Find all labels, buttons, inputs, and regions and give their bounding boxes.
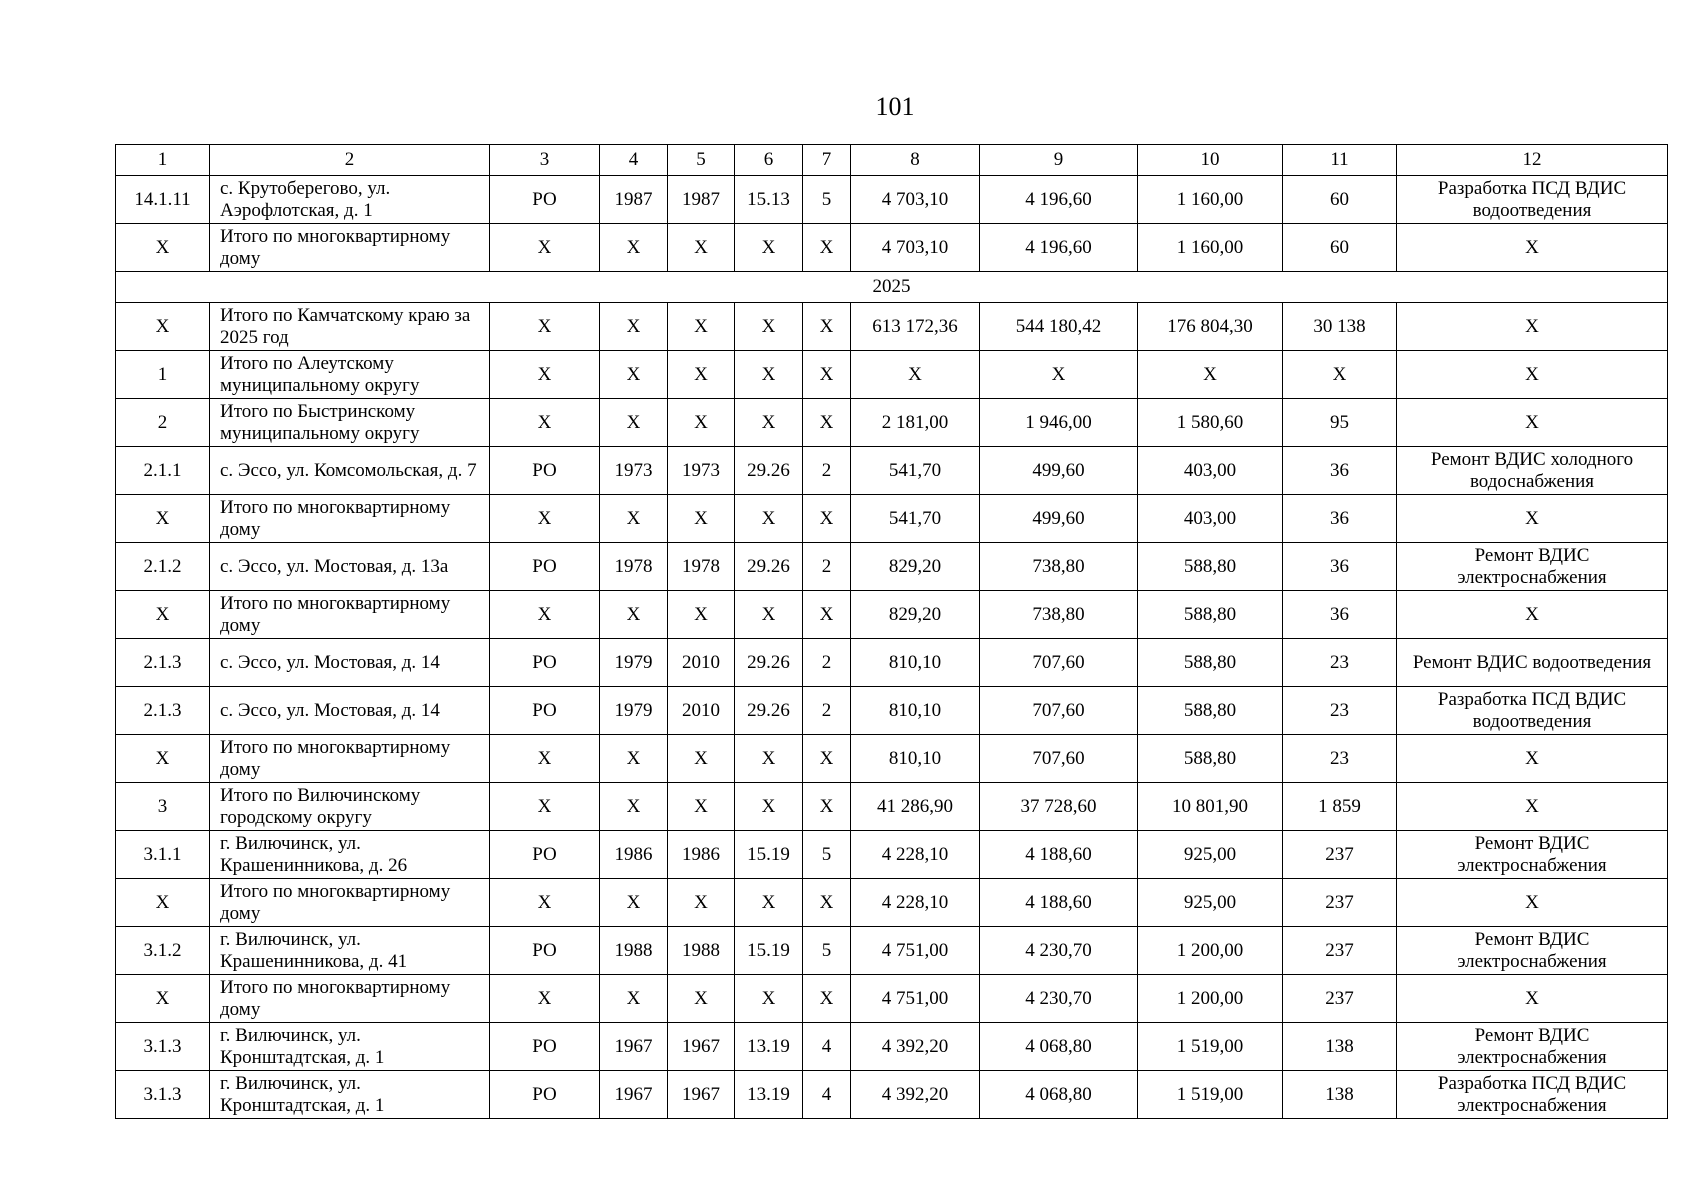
- table-row: [116, 927, 1668, 975]
- column-number: 3: [490, 145, 600, 176]
- table-cell: 4 068,80: [980, 1071, 1138, 1119]
- table-cell: г. Вилючинск, ул. Крашенинникова, д. 41: [210, 927, 490, 975]
- table-cell: Х: [490, 975, 600, 1023]
- table-cell: 588,80: [1138, 735, 1283, 783]
- table-cell: Итого по Вилючинскому городскому округу: [210, 783, 490, 831]
- table-cell: 4 068,80: [980, 1023, 1138, 1071]
- table-row: [116, 176, 1668, 224]
- table-cell: Х: [803, 975, 851, 1023]
- table-cell: 1988: [600, 927, 668, 975]
- table-cell: Х: [1397, 399, 1668, 447]
- table-cell: Х: [803, 224, 851, 272]
- table-cell: 403,00: [1138, 447, 1283, 495]
- column-number: 11: [1283, 145, 1397, 176]
- table-cell: Х: [116, 879, 210, 927]
- table-cell: 2: [803, 447, 851, 495]
- table-cell: 1 519,00: [1138, 1071, 1283, 1119]
- table-cell: 4: [803, 1023, 851, 1071]
- table-cell: 2.1.1: [116, 447, 210, 495]
- table-cell: 1 160,00: [1138, 224, 1283, 272]
- table-cell: 588,80: [1138, 543, 1283, 591]
- table-cell: 1973: [668, 447, 735, 495]
- table-row: [116, 879, 1668, 927]
- table-cell: 4 230,70: [980, 975, 1138, 1023]
- table-cell: 4 703,10: [851, 224, 980, 272]
- table-cell: 1 519,00: [1138, 1023, 1283, 1071]
- table-cell: Х: [980, 351, 1138, 399]
- table-cell: с. Эссо, ул. Комсомольская, д. 7: [210, 447, 490, 495]
- table-cell: Итого по многоквартирному дому: [210, 495, 490, 543]
- table-cell: 176 804,30: [1138, 303, 1283, 351]
- table-cell: 4 392,20: [851, 1023, 980, 1071]
- table-cell: 1: [116, 351, 210, 399]
- table-cell: Ремонт ВДИС электроснабжения: [1397, 927, 1668, 975]
- table-cell: 4 392,20: [851, 1071, 980, 1119]
- table-cell: Х: [1397, 975, 1668, 1023]
- table-cell: РО: [490, 639, 600, 687]
- table-cell: Х: [1397, 879, 1668, 927]
- table-cell: 2: [803, 543, 851, 591]
- table-cell: с. Эссо, ул. Мостовая, д. 13а: [210, 543, 490, 591]
- table-cell: 30 138: [1283, 303, 1397, 351]
- table-cell: РО: [490, 447, 600, 495]
- table-cell: Х: [600, 224, 668, 272]
- table-cell: 544 180,42: [980, 303, 1138, 351]
- table-cell: Х: [600, 495, 668, 543]
- table-cell: Х: [668, 303, 735, 351]
- table-cell: Итого по многоквартирному дому: [210, 975, 490, 1023]
- table-cell: 1978: [668, 543, 735, 591]
- table-cell: 15.19: [735, 927, 803, 975]
- table-cell: Х: [116, 303, 210, 351]
- table-cell: 1987: [668, 176, 735, 224]
- table-cell: Х: [1138, 351, 1283, 399]
- table-cell: Х: [735, 591, 803, 639]
- table-cell: 1987: [600, 176, 668, 224]
- table-cell: 2.1.3: [116, 687, 210, 735]
- table-cell: 4 188,60: [980, 879, 1138, 927]
- table-cell: Х: [1283, 351, 1397, 399]
- table-cell: 1986: [600, 831, 668, 879]
- table-cell: 14.1.11: [116, 176, 210, 224]
- table-cell: 60: [1283, 224, 1397, 272]
- table-cell: Х: [735, 975, 803, 1023]
- table-cell: Х: [803, 879, 851, 927]
- table-cell: 1986: [668, 831, 735, 879]
- table-cell: 29.26: [735, 639, 803, 687]
- table-cell: РО: [490, 1071, 600, 1119]
- table-cell: 3.1.3: [116, 1071, 210, 1119]
- table-cell: 4: [803, 1071, 851, 1119]
- table-cell: 36: [1283, 495, 1397, 543]
- table-cell: 37 728,60: [980, 783, 1138, 831]
- table-cell: 23: [1283, 735, 1397, 783]
- table-cell: Х: [735, 735, 803, 783]
- table-cell: 237: [1283, 975, 1397, 1023]
- table-cell: Х: [668, 879, 735, 927]
- table-cell: Х: [803, 303, 851, 351]
- table-cell: 3.1.1: [116, 831, 210, 879]
- table-cell: Ремонт ВДИС холодного водоснабжения: [1397, 447, 1668, 495]
- table-cell: Х: [1397, 224, 1668, 272]
- table-cell: Х: [735, 879, 803, 927]
- table-cell: 1 580,60: [1138, 399, 1283, 447]
- table-cell: Х: [490, 735, 600, 783]
- table-cell: Х: [116, 591, 210, 639]
- table-cell: РО: [490, 543, 600, 591]
- table-cell: 29.26: [735, 447, 803, 495]
- table-cell: Х: [600, 591, 668, 639]
- column-number: 5: [668, 145, 735, 176]
- table-cell: 41 286,90: [851, 783, 980, 831]
- table-cell: Х: [116, 735, 210, 783]
- table-cell: 1 160,00: [1138, 176, 1283, 224]
- table-row: [116, 687, 1668, 735]
- table-cell: 2 181,00: [851, 399, 980, 447]
- table-cell: с. Эссо, ул. Мостовая, д. 14: [210, 687, 490, 735]
- table-cell: 36: [1283, 447, 1397, 495]
- table-cell: Х: [668, 735, 735, 783]
- column-number: 12: [1397, 145, 1668, 176]
- table-row: [116, 735, 1668, 783]
- table-cell: с. Крутоберегово, ул. Аэрофлотская, д. 1: [210, 176, 490, 224]
- table-cell: Х: [735, 495, 803, 543]
- table-cell: 1 946,00: [980, 399, 1138, 447]
- table-row: [116, 639, 1668, 687]
- table-cell: Разработка ПСД ВДИС водоотведения: [1397, 687, 1668, 735]
- table-cell: Х: [116, 975, 210, 1023]
- table-cell: 738,80: [980, 543, 1138, 591]
- table-cell: с. Эссо, ул. Мостовая, д. 14: [210, 639, 490, 687]
- table-cell: Х: [735, 303, 803, 351]
- table-cell: 15.19: [735, 831, 803, 879]
- table-cell: Х: [1397, 495, 1668, 543]
- table-cell: Х: [735, 399, 803, 447]
- table-cell: 29.26: [735, 687, 803, 735]
- table-cell: 1979: [600, 639, 668, 687]
- table-cell: РО: [490, 687, 600, 735]
- table-cell: Х: [803, 399, 851, 447]
- table-cell: 95: [1283, 399, 1397, 447]
- table-cell: 1967: [668, 1023, 735, 1071]
- table-row: [116, 1071, 1668, 1119]
- table-cell: Х: [490, 591, 600, 639]
- year-row: [116, 272, 1668, 303]
- table-row: [116, 303, 1668, 351]
- table-cell: 138: [1283, 1071, 1397, 1119]
- table-cell: 499,60: [980, 447, 1138, 495]
- table-cell: 1 200,00: [1138, 975, 1283, 1023]
- table-row: [116, 495, 1668, 543]
- table-cell: Ремонт ВДИС водоотведения: [1397, 639, 1668, 687]
- table-cell: 4 228,10: [851, 831, 980, 879]
- table-cell: Итого по Алеутскому муниципальному округу: [210, 351, 490, 399]
- table-cell: Х: [116, 224, 210, 272]
- table-cell: Х: [490, 879, 600, 927]
- column-number: 6: [735, 145, 803, 176]
- table-cell: Х: [600, 735, 668, 783]
- table-cell: 925,00: [1138, 831, 1283, 879]
- table-cell: 1979: [600, 687, 668, 735]
- table-cell: 403,00: [1138, 495, 1283, 543]
- table-cell: Х: [490, 399, 600, 447]
- table-cell: 36: [1283, 591, 1397, 639]
- table-cell: Х: [668, 783, 735, 831]
- table-cell: 5: [803, 176, 851, 224]
- table-cell: 3: [116, 783, 210, 831]
- column-number: 9: [980, 145, 1138, 176]
- table-cell: Х: [668, 975, 735, 1023]
- table-cell: РО: [490, 1023, 600, 1071]
- table-cell: Х: [803, 495, 851, 543]
- table-cell: 23: [1283, 639, 1397, 687]
- table-cell: 4 228,10: [851, 879, 980, 927]
- table-cell: 1967: [668, 1071, 735, 1119]
- column-number: 8: [851, 145, 980, 176]
- table-cell: Итого по многоквартирному дому: [210, 591, 490, 639]
- table-cell: 1967: [600, 1071, 668, 1119]
- table-cell: Х: [803, 735, 851, 783]
- page-number: 101: [875, 92, 915, 121]
- column-number: 1: [116, 145, 210, 176]
- table-cell: 237: [1283, 831, 1397, 879]
- table-cell: 588,80: [1138, 687, 1283, 735]
- table-cell: 4 751,00: [851, 975, 980, 1023]
- year-label: 2025: [116, 272, 1668, 303]
- table-cell: Х: [735, 351, 803, 399]
- table-cell: 23: [1283, 687, 1397, 735]
- table-cell: Х: [600, 879, 668, 927]
- table-cell: 4 703,10: [851, 176, 980, 224]
- table-cell: Х: [1397, 783, 1668, 831]
- table-cell: 588,80: [1138, 591, 1283, 639]
- column-number: 2: [210, 145, 490, 176]
- table-row: [116, 224, 1668, 272]
- table-row: [116, 831, 1668, 879]
- table-row: [116, 447, 1668, 495]
- column-number: 4: [600, 145, 668, 176]
- table-cell: 4 751,00: [851, 927, 980, 975]
- table-cell: 613 172,36: [851, 303, 980, 351]
- table-cell: Х: [600, 399, 668, 447]
- table-cell: 2: [116, 399, 210, 447]
- table-cell: г. Вилючинск, ул. Крашенинникова, д. 26: [210, 831, 490, 879]
- column-number: 10: [1138, 145, 1283, 176]
- table-cell: Х: [490, 783, 600, 831]
- table-row: [116, 543, 1668, 591]
- table-row: [116, 399, 1668, 447]
- table-cell: Ремонт ВДИС электроснабжения: [1397, 1023, 1668, 1071]
- table-cell: 1 200,00: [1138, 927, 1283, 975]
- table-cell: 810,10: [851, 639, 980, 687]
- table-cell: 829,20: [851, 591, 980, 639]
- table-cell: Ремонт ВДИС электроснабжения: [1397, 831, 1668, 879]
- table-cell: 4 188,60: [980, 831, 1138, 879]
- table-cell: Х: [490, 303, 600, 351]
- table-cell: 1978: [600, 543, 668, 591]
- table-cell: Итого по многоквартирному дому: [210, 224, 490, 272]
- table-cell: 707,60: [980, 639, 1138, 687]
- table-cell: Х: [490, 495, 600, 543]
- table-cell: 138: [1283, 1023, 1397, 1071]
- table-cell: Х: [600, 783, 668, 831]
- table-cell: 2.1.3: [116, 639, 210, 687]
- table-cell: Итого по многоквартирному дому: [210, 879, 490, 927]
- table-cell: Х: [668, 399, 735, 447]
- table-cell: Х: [735, 224, 803, 272]
- table-cell: 1 859: [1283, 783, 1397, 831]
- table-cell: Х: [1397, 735, 1668, 783]
- table-cell: 237: [1283, 879, 1397, 927]
- table-cell: 2: [803, 639, 851, 687]
- table-cell: 15.13: [735, 176, 803, 224]
- data-table: [115, 144, 1668, 1119]
- table-cell: Х: [490, 224, 600, 272]
- table-cell: 1967: [600, 1023, 668, 1071]
- table-cell: 29.26: [735, 543, 803, 591]
- table-cell: Х: [1397, 591, 1668, 639]
- header-row: [116, 145, 1668, 176]
- table-cell: Х: [1397, 303, 1668, 351]
- table-cell: 5: [803, 927, 851, 975]
- table-cell: Х: [668, 495, 735, 543]
- table-cell: Х: [600, 975, 668, 1023]
- table-cell: Ремонт ВДИС электроснабжения: [1397, 543, 1668, 591]
- table-cell: 541,70: [851, 495, 980, 543]
- table-cell: Итого по многоквартирному дому: [210, 735, 490, 783]
- table-cell: Итого по Камчатскому краю за 2025 год: [210, 303, 490, 351]
- table-cell: Х: [803, 783, 851, 831]
- table-cell: Х: [600, 351, 668, 399]
- table-row: [116, 1023, 1668, 1071]
- table-cell: Разработка ПСД ВДИС электроснабжения: [1397, 1071, 1668, 1119]
- table-cell: 36: [1283, 543, 1397, 591]
- table-cell: Х: [600, 303, 668, 351]
- table-cell: 10 801,90: [1138, 783, 1283, 831]
- table-cell: 3.1.3: [116, 1023, 210, 1071]
- table-cell: 4 230,70: [980, 927, 1138, 975]
- table-cell: Итого по Быстринскому муниципальному округу: [210, 399, 490, 447]
- table-cell: 13.19: [735, 1023, 803, 1071]
- table-cell: Х: [668, 224, 735, 272]
- table-cell: 4 196,60: [980, 176, 1138, 224]
- column-number: 7: [803, 145, 851, 176]
- table-cell: 541,70: [851, 447, 980, 495]
- table-row: [116, 351, 1668, 399]
- table-cell: 2010: [668, 639, 735, 687]
- table-cell: 1973: [600, 447, 668, 495]
- table-cell: Х: [803, 591, 851, 639]
- table-cell: РО: [490, 831, 600, 879]
- table-cell: г. Вилючинск, ул. Кронштадтская, д. 1: [210, 1071, 490, 1119]
- table-cell: 925,00: [1138, 879, 1283, 927]
- table-cell: РО: [490, 927, 600, 975]
- table-cell: Х: [668, 591, 735, 639]
- table-cell: 5: [803, 831, 851, 879]
- table-cell: Х: [735, 783, 803, 831]
- table-cell: 1988: [668, 927, 735, 975]
- table-cell: 2010: [668, 687, 735, 735]
- table-cell: 707,60: [980, 735, 1138, 783]
- table-row: [116, 975, 1668, 1023]
- table-row: [116, 783, 1668, 831]
- table-cell: Х: [116, 495, 210, 543]
- table-cell: 738,80: [980, 591, 1138, 639]
- table-cell: 2.1.2: [116, 543, 210, 591]
- table-cell: 3.1.2: [116, 927, 210, 975]
- table-cell: 588,80: [1138, 639, 1283, 687]
- table-cell: 810,10: [851, 735, 980, 783]
- table-cell: 237: [1283, 927, 1397, 975]
- table-cell: 829,20: [851, 543, 980, 591]
- table-cell: РО: [490, 176, 600, 224]
- table-cell: 499,60: [980, 495, 1138, 543]
- table-cell: 810,10: [851, 687, 980, 735]
- table-cell: 707,60: [980, 687, 1138, 735]
- table-cell: Х: [490, 351, 600, 399]
- table-cell: Х: [668, 351, 735, 399]
- table-cell: 13.19: [735, 1071, 803, 1119]
- table-cell: 2: [803, 687, 851, 735]
- table-cell: Разработка ПСД ВДИС водоотведения: [1397, 176, 1668, 224]
- table-cell: г. Вилючинск, ул. Кронштадтская, д. 1: [210, 1023, 490, 1071]
- table-row: [116, 591, 1668, 639]
- table-cell: Х: [1397, 351, 1668, 399]
- table-cell: Х: [851, 351, 980, 399]
- table-cell: 60: [1283, 176, 1397, 224]
- table-cell: 4 196,60: [980, 224, 1138, 272]
- table-cell: Х: [803, 351, 851, 399]
